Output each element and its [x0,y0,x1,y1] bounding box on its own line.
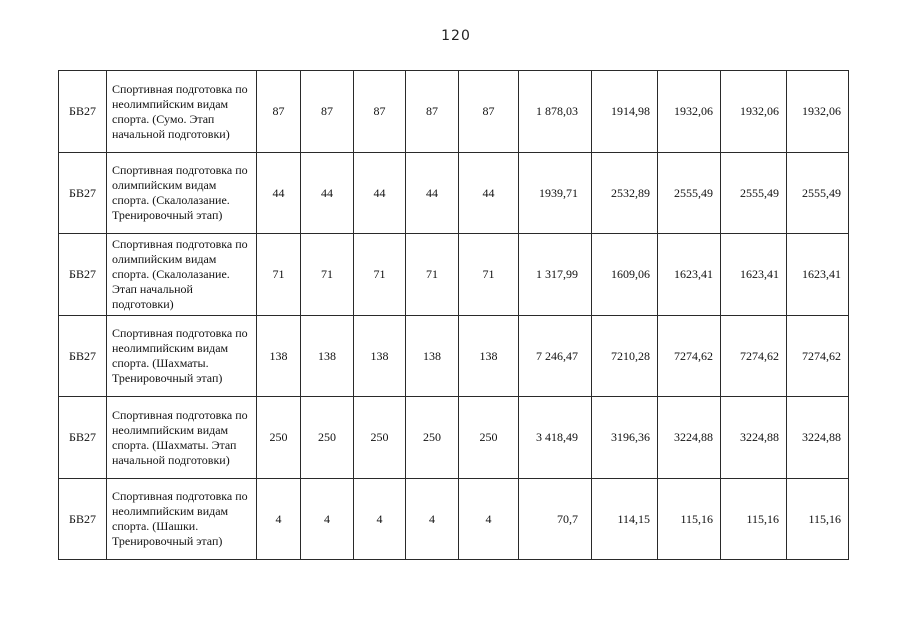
volume-cell: 138 [406,316,459,397]
cost-cell: 3196,36 [592,397,658,479]
volume-cell: 44 [301,153,354,234]
service-description-cell: Спортивная подготовка по олимпийским видам спорта. (Скалолазание. Тренировочный этап) [107,153,257,234]
cost-cell: 1932,06 [721,71,787,153]
volume-cell: 87 [406,71,459,153]
volume-cell: 250 [459,397,519,479]
volume-cell: 4 [301,479,354,560]
table-body [59,71,849,560]
service-description-cell: Спортивная подготовка по неолимпийским видам спорта. (Шашки. Тренировочный этап) [107,479,257,560]
services-table [58,70,849,560]
service-code-cell: БВ27 [59,479,107,560]
cost-cell: 1932,06 [658,71,721,153]
volume-cell: 71 [406,234,459,316]
service-code-cell: БВ27 [59,71,107,153]
table-row [59,316,849,397]
volume-cell: 44 [257,153,301,234]
volume-cell: 4 [459,479,519,560]
service-description-cell: Спортивная подготовка по олимпийским видам спорта. (Скалолазание. Этап начальной подготовки) [107,234,257,316]
volume-cell: 87 [301,71,354,153]
volume-cell: 44 [354,153,406,234]
cost-cell: 2555,49 [787,153,849,234]
cost-cell: 7274,62 [787,316,849,397]
cost-cell: 3224,88 [787,397,849,479]
cost-cell: 1914,98 [592,71,658,153]
volume-cell: 71 [301,234,354,316]
cost-cell: 3224,88 [658,397,721,479]
table-row [59,153,849,234]
volume-cell: 138 [301,316,354,397]
cost-cell: 115,16 [658,479,721,560]
service-code-cell: БВ27 [59,153,107,234]
cost-cell: 2555,49 [721,153,787,234]
cost-cell: 7274,62 [658,316,721,397]
cost-cell: 3224,88 [721,397,787,479]
cost-cell: 1623,41 [658,234,721,316]
volume-cell: 71 [354,234,406,316]
volume-cell: 71 [257,234,301,316]
volume-cell: 44 [459,153,519,234]
cost-cell: 1932,06 [787,71,849,153]
cost-cell: 1623,41 [721,234,787,316]
table-row [59,397,849,479]
cost-cell: 2555,49 [658,153,721,234]
volume-cell: 250 [257,397,301,479]
service-code-cell: БВ27 [59,234,107,316]
volume-cell: 250 [301,397,354,479]
volume-cell: 250 [406,397,459,479]
cost-cell: 1939,71 [519,153,592,234]
cost-cell: 70,7 [519,479,592,560]
volume-cell: 87 [354,71,406,153]
service-code-cell: БВ27 [59,316,107,397]
volume-cell: 44 [406,153,459,234]
service-code-cell: БВ27 [59,397,107,479]
volume-cell: 87 [459,71,519,153]
table-row [59,71,849,153]
cost-cell: 1623,41 [787,234,849,316]
cost-cell: 7 246,47 [519,316,592,397]
volume-cell: 138 [459,316,519,397]
cost-cell: 115,16 [721,479,787,560]
cost-cell: 3 418,49 [519,397,592,479]
volume-cell: 4 [354,479,406,560]
volume-cell: 87 [257,71,301,153]
cost-cell: 114,15 [592,479,658,560]
volume-cell: 4 [406,479,459,560]
volume-cell: 250 [354,397,406,479]
table-row [59,234,849,316]
service-description-cell: Спортивная подготовка по неолимпийским видам спорта. (Шахматы. Тренировочный этап) [107,316,257,397]
volume-cell: 138 [257,316,301,397]
cost-cell: 1609,06 [592,234,658,316]
volume-cell: 71 [459,234,519,316]
cost-cell: 1 317,99 [519,234,592,316]
cost-cell: 115,16 [787,479,849,560]
volume-cell: 138 [354,316,406,397]
cost-cell: 2532,89 [592,153,658,234]
table-row [59,479,849,560]
volume-cell: 4 [257,479,301,560]
page-number: 120 [441,28,471,44]
cost-cell: 7210,28 [592,316,658,397]
cost-cell: 7274,62 [721,316,787,397]
service-description-cell: Спортивная подготовка по неолимпийским видам спорта. (Шахматы. Этап начальной подготовки) [107,397,257,479]
service-description-cell: Спортивная подготовка по неолимпийским видам спорта. (Сумо. Этап начальной подготовки) [107,71,257,153]
cost-cell: 1 878,03 [519,71,592,153]
